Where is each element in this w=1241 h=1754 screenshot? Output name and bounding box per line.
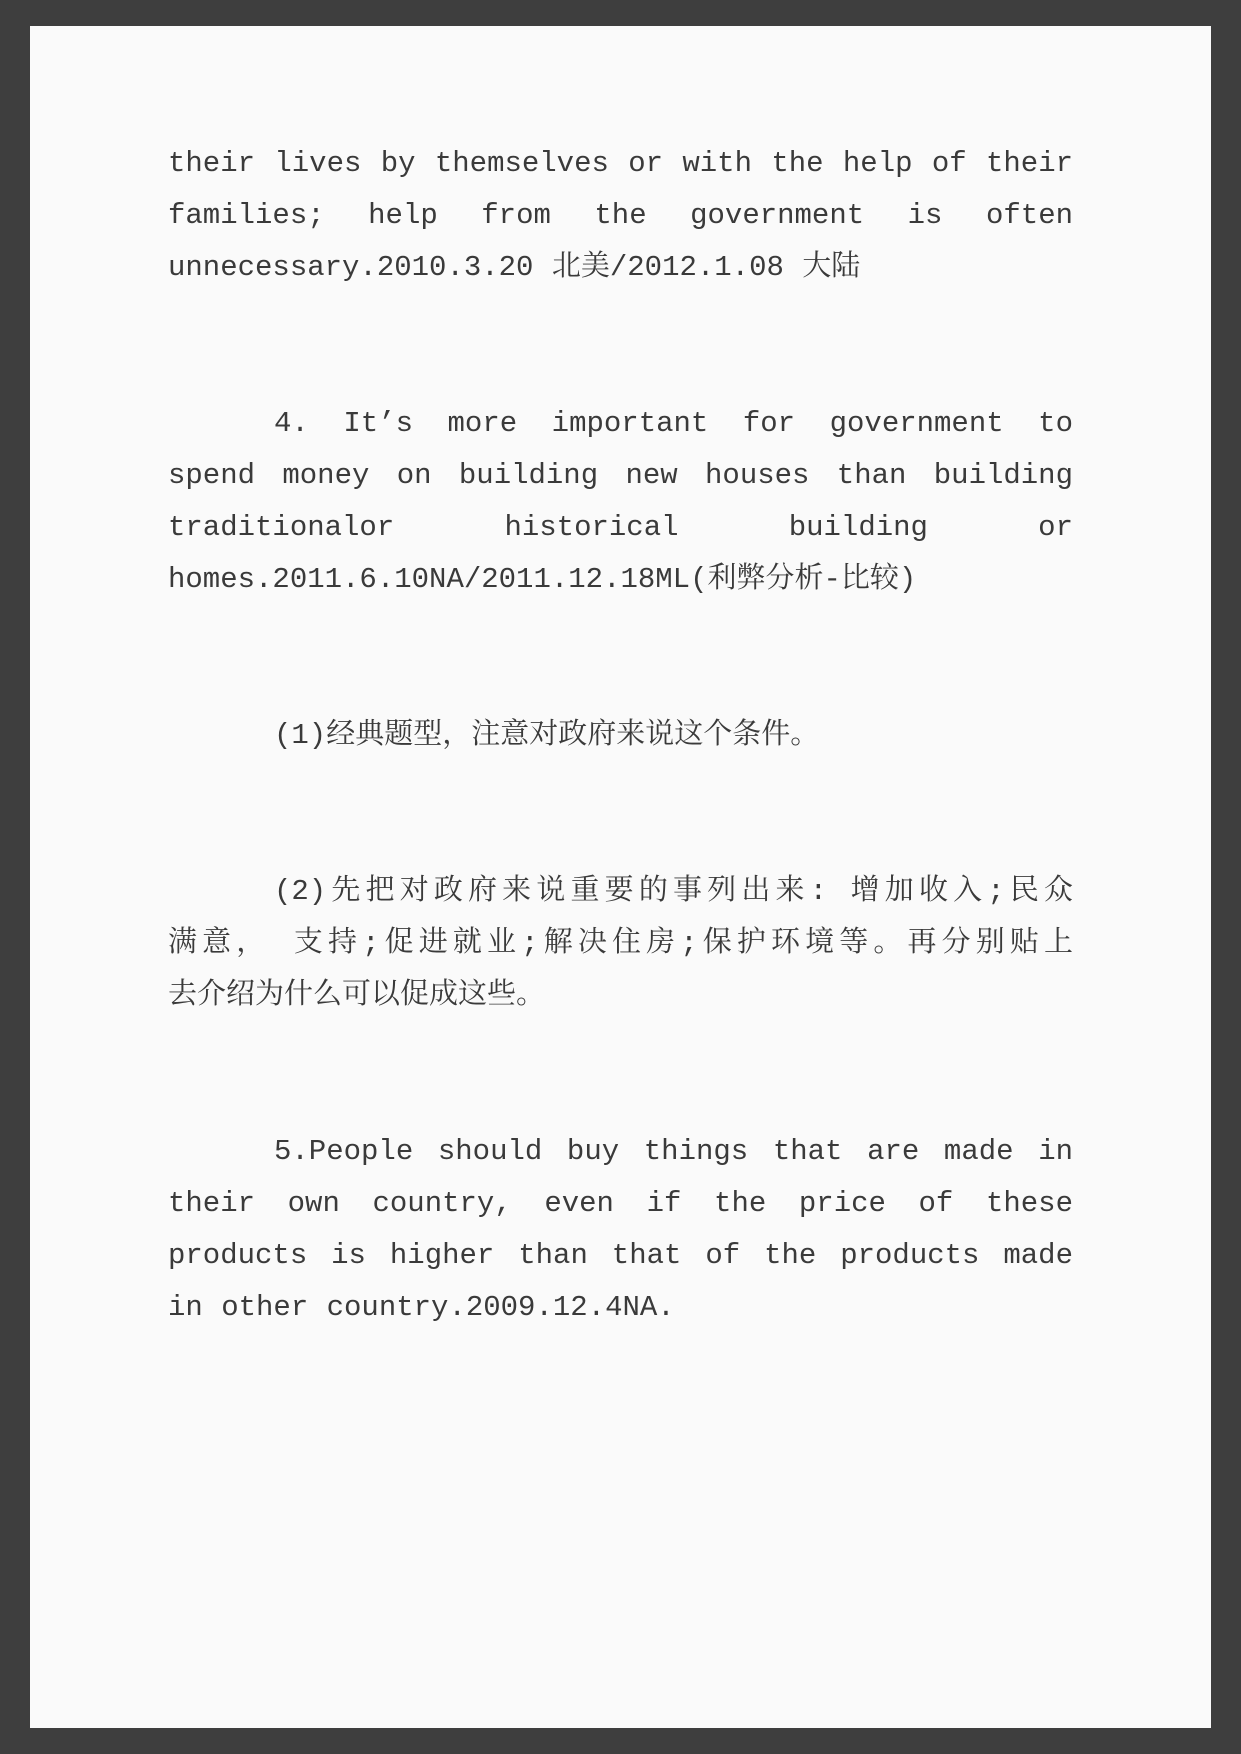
text-line: (1)经典题型，注意对政府来说这个条件。 xyxy=(274,719,820,752)
text-line: 去介绍为什么可以促成这些。 xyxy=(168,979,546,1012)
text-line: 满意， 支持;促进就业;解决住房;保护环境等。再分别贴上 xyxy=(168,927,1073,960)
document-page xyxy=(30,26,1211,1728)
paragraph xyxy=(168,138,1073,294)
text-line: homes.2011.6.10NA/2011.12.18ML(利弊分析-比较) xyxy=(168,563,917,596)
text-line: products is higher than that of the products made xyxy=(168,1239,1073,1272)
paragraph xyxy=(168,866,1073,1022)
text-line: spend money on building new houses than building xyxy=(168,459,1073,492)
text-line: (2)先把对政府来说重要的事列出来: 增加收入;民众 xyxy=(274,875,1073,908)
text-line: their lives by themselves or with the help of their xyxy=(168,147,1073,180)
text-line: unnecessary.2010.3.20 北美/2012.1.08 大陆 xyxy=(168,251,861,284)
text-line: families; help from the government is often xyxy=(168,199,1073,232)
text-line: traditionalor historical building or xyxy=(168,511,1073,544)
text-line: 5.People should buy things that are made in xyxy=(274,1135,1073,1168)
paragraph xyxy=(168,398,1073,606)
text-line: their own country, even if the price of these xyxy=(168,1187,1073,1220)
paragraph xyxy=(168,1126,1073,1334)
paragraph xyxy=(168,710,1073,762)
text-line: in other country.2009.12.4NA. xyxy=(168,1291,675,1324)
text-line: 4. It’s more important for government to xyxy=(274,407,1073,440)
